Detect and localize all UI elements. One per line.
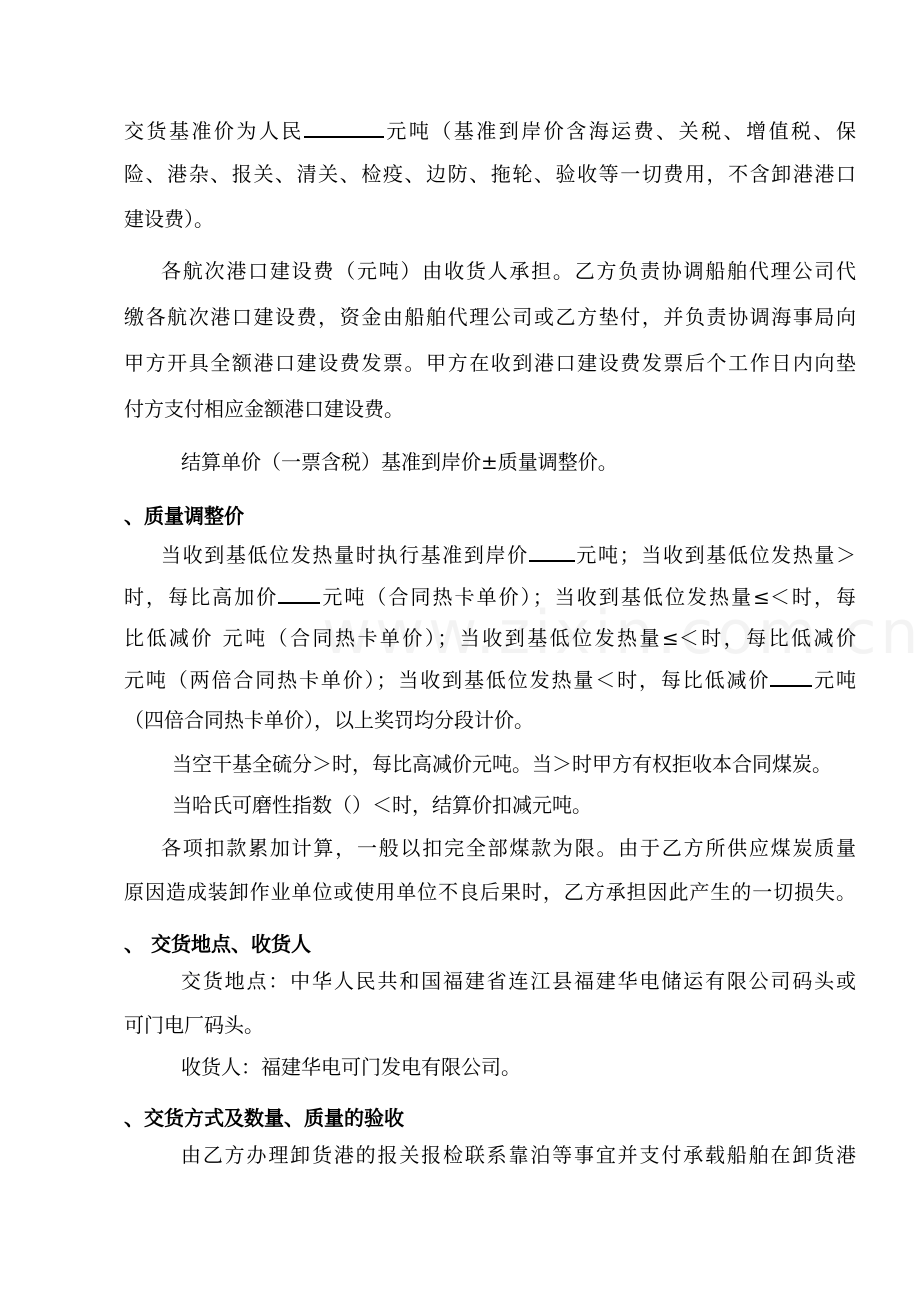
sulfur-clause: 当空干基全硫分＞时，每比高减价元吨。当＞时甲方有权拒收本合同煤炭。 xyxy=(172,752,832,776)
quality-blank xyxy=(529,540,575,562)
consignee: 收货人：福建华电可门发电有限公司。 xyxy=(181,1055,521,1079)
delivery-method-heading: 、交货方式及数量、质量的验收 xyxy=(124,1106,404,1130)
delivery-place-line-2: 可门电厂码头。 xyxy=(124,1013,264,1037)
quality-adjustment-heading: 、质量调整价 xyxy=(124,504,244,528)
quality-line-5: （四倍合同热卡单价），以上奖罚均分段计价。 xyxy=(124,708,534,732)
quality-blank xyxy=(278,582,320,604)
quality-blank xyxy=(770,665,812,687)
price-blank xyxy=(304,116,384,138)
deduction-line-2: 原因造成装卸作业单位或使用单位不良后果时，乙方承担因此产生的一切损失。 xyxy=(124,880,856,904)
price-line-1: 交货基准价为人民 元吨（基准到岸价含海运费、关税、增值税、保 xyxy=(124,116,856,145)
quality-line-4: 元吨（两倍合同热卡单价）；当收到基低位发热量＜时，每比低减价 元吨 xyxy=(124,665,856,694)
port-fee-line-2: 缴各航次港口建设费，资金由船舶代理公司或乙方垫付，并负责协调海事局向 xyxy=(124,305,856,329)
deduction-line-1: 各项扣款累加计算，一般以扣完全部煤款为限。由于乙方所供应煤炭质量 xyxy=(161,836,856,860)
price-line-2: 险、港杂、报关、清关、检疫、边防、拖轮、验收等一切费用，不含卸港港口 xyxy=(124,162,856,186)
port-fee-line-4: 付方支付相应金额港口建设费。 xyxy=(124,397,404,421)
quality-line-3: 比低减价 元吨（合同热卡单价）；当收到基低位发热量≤＜时，每比低减价 xyxy=(124,626,856,650)
delivery-place-heading: 、 交货地点、收货人 xyxy=(124,932,311,956)
delivery-method-line-1: 由乙方办理卸货港的报关报检联系靠泊等事宜并支付承载船舶在卸货港 xyxy=(181,1143,856,1167)
quality-line-1: 当收到基低位发热量时执行基准到岸价 元吨；当收到基低位发热量＞ xyxy=(161,540,856,569)
port-fee-line-3: 甲方开具全额港口建设费发票。甲方在收到港口建设费发票后个工作日内向垫 xyxy=(124,351,856,375)
delivery-place-line-1: 交货地点：中华人民共和国福建省连江县福建华电储运有限公司码头或 xyxy=(181,969,856,993)
port-fee-line-1: 各航次港口建设费（元吨）由收货人承担。乙方负责协调船舶代理公司代 xyxy=(161,259,856,283)
settlement-price: 结算单价（一票含税）基准到岸价±质量调整价。 xyxy=(181,450,618,474)
quality-line-2: 时，每比高加价 元吨（合同热卡单价）；当收到基低位发热量≤＜时，每 xyxy=(124,582,856,611)
hgi-clause: 当哈氏可磨性指数（）＜时，结算价扣减元吨。 xyxy=(172,793,592,817)
price-line-3: 建设费）。 xyxy=(124,207,214,231)
